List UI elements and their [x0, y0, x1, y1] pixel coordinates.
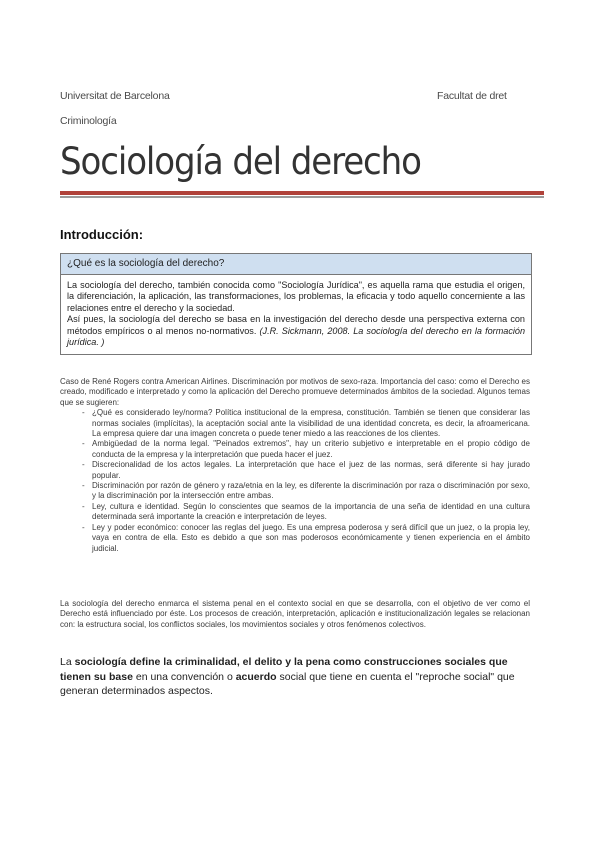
- list-item: - Ley, cultura e identidad. Según lo conscientes que seamos de la importancia de una seña de identidad en una cultura determinada será importante la creación e interpretación de leyes.: [82, 501, 530, 522]
- list-item: - Ambigüedad de la norma legal. "Peinados extremos", hay un criterio subjetivo e interpretable en el propio código de conducta de la empresa y la interpretación que pueda hacer el juez.: [82, 439, 530, 459]
- definition-paragraph-2-text: Así pues, la sociología del derecho se basa en la investigación del derecho desde una perspectiva externa con métodos empíricos o al menos no-normativos.: [67, 314, 525, 336]
- penal-paragraph: La sociología del derecho enmarca el sistema penal en el contexto social en que se desarrolla, con el objetivo de ver como el Derecho está influenciado por éste. Los procesos de creación, interpretación, aplicación e institucionalización legales se relacionan con: la estructura social, los conflictos sociales, los movimientos sociales y otros fenómenos colectivos.: [60, 599, 530, 629]
- list-item: - ¿Qué es considerado ley/norma? Política institucional de la empresa, constitución. También se tienen que considerar las normas sociales (implícitas), la aceptación social ante la visibilidad de una identidad concreta, es decir, la afroamericana. La empresa quiere dar una imagen concreta o puede tener miedo a las reacciones de los clientes.: [82, 408, 530, 439]
- definition-citation: (J.R. Sickmann, 2008. La sociología del derecho en la formación jurídica. ): [67, 325, 526, 348]
- list-item: - Discriminación por razón de género y raza/etnia en la ley, es diferente la discriminación por raza o discriminación por sexo, y la discriminación por la intersección entre ambas.: [82, 481, 530, 501]
- intro-heading: Introducción:: [60, 227, 144, 242]
- university-name: Universitat de Barcelona: [60, 90, 170, 102]
- title-underline-gray: [60, 196, 544, 198]
- definition-paragraph-1: La sociología del derecho, también conocida como "Sociología Jurídica", es aquella rama que estudia el origen, la diferenciación, la aplicación, las transformaciones, los problemas, la eficacia y todo aquello concerniente a las relaciones entre el derecho y la sociedad.: [67, 280, 525, 313]
- page-title: Sociología del derecho: [60, 140, 421, 183]
- definition-paragraph-2: [67, 314, 525, 348]
- case-section: [60, 377, 530, 554]
- definition-box: [60, 253, 532, 355]
- case-topics-list: [60, 408, 530, 554]
- closing-paragraph: La sociología define la criminalidad, el delito y la pena como construcciones sociales que tienen su base en una convención o acuerdo social que tiene en cuenta el "reproche social" que generan determinados aspectos.: [60, 656, 515, 697]
- case-intro: Caso de René Rogers contra American Airlines. Discriminación por motivos de sexo-raza. Importancia del caso: como el Derecho es creado, modificado e interpretado y como la aplicación del Derecho promueve determinados ámbitos de la sociedad. Algunos temas que se sugieren:: [60, 377, 530, 407]
- faculty-name: Facultat de dret: [437, 90, 507, 102]
- list-item: - Ley y poder económico: conocer las reglas del juego. Es una empresa poderosa y será difícil que un juez, o la propia ley, vaya en contra de ella. Esto es debido a que son mas poderosos económicamente y tienen experiencia en el ámbito judicial.: [82, 522, 530, 553]
- definition-question: ¿Qué es la sociología del derecho?: [61, 254, 531, 275]
- title-underline-red: [60, 191, 544, 195]
- subject-name: Criminología: [60, 115, 117, 127]
- definition-body: [61, 275, 531, 348]
- list-item: - Discrecionalidad de los actos legales. La interpretación que hace el juez de las normas, será diferente si hay jurado popular.: [82, 460, 530, 480]
